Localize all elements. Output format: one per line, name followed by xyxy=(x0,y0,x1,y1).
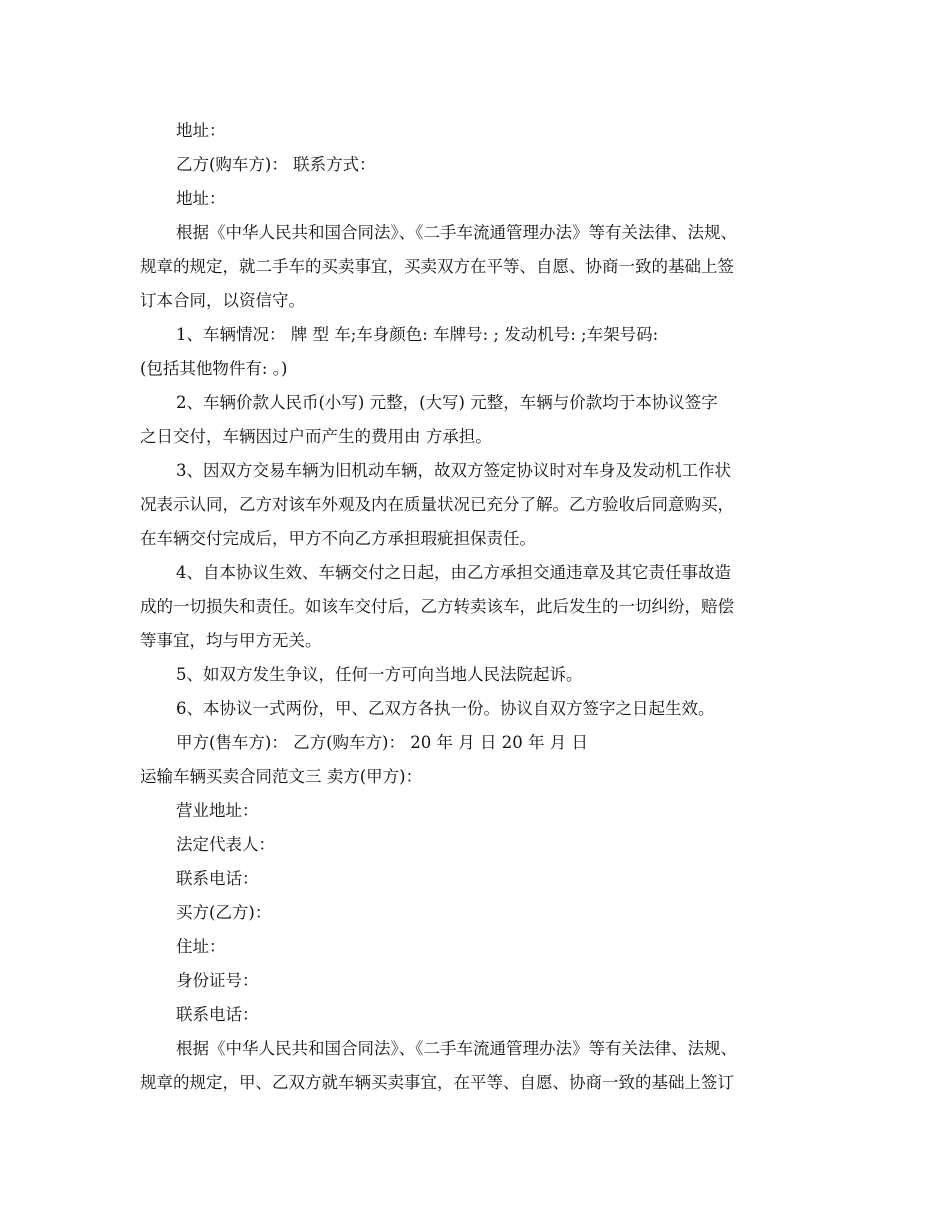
document-line: 地址： xyxy=(176,121,226,140)
document-line: 等事宜，均与甲方无关。 xyxy=(140,631,322,650)
document-line: 联系电话： xyxy=(176,1005,259,1024)
document-line: 况表示认同，乙方对该车外观及内在质量状况已充分了解。乙方验收后同意购买， xyxy=(140,495,734,514)
document-line: 1、车辆情况： 牌 型 车;车身颜色: 车牌号: ; 发动机号: ;车架号码: xyxy=(176,325,659,344)
document-line: 6、本协议一式两份，甲、乙双方各执一份。协议自双方签字之日起生效。 xyxy=(176,699,715,718)
document-line: 运输车辆买卖合同范文三 卖方(甲方)： xyxy=(140,767,423,786)
document-line: 甲方(售车方)： 乙方(购车方)： 20 年 月 日 20 年 月 日 xyxy=(176,733,588,752)
document-line: 在车辆交付完成后，甲方不向乙方承担瑕疵担保责任。 xyxy=(140,529,536,548)
document-line: (包括其他物件有: 。) xyxy=(140,359,288,378)
document-line: 营业地址： xyxy=(176,801,259,820)
document-line: 身份证号： xyxy=(176,971,259,990)
document-line: 3、因双方交易车辆为旧机动车辆，故双方签定协议时对车身及发动机工作状 xyxy=(176,461,731,480)
document-line: 规章的规定，就二手车的买卖事宜，买卖双方在平等、自愿、协商一致的基础上签 xyxy=(140,257,734,276)
document-line: 联系电话： xyxy=(176,869,259,888)
document-line: 之日交付，车辆因过户而产生的费用由 方承担。 xyxy=(140,427,492,446)
document-line: 地址： xyxy=(176,189,226,208)
document-line: 乙方(购车方)： 联系方式： xyxy=(176,155,376,174)
document-line: 法定代表人： xyxy=(176,835,275,854)
document-line: 根据《中华人民共和国合同法》、《二手车流通管理办法》等有关法律、法规、 xyxy=(176,223,737,242)
document-line: 5、如双方发生争议，任何一方可向当地人民法院起诉。 xyxy=(176,665,583,684)
document-line: 成的一切损失和责任。如该车交付后，乙方转卖该车，此后发生的一切纠纷，赔偿 xyxy=(140,597,734,616)
document-line: 2、车辆价款人民币(小写) 元整，(大写) 元整，车辆与价款均于本协议签字 xyxy=(176,393,718,412)
document-line: 4、自本协议生效、车辆交付之日起，由乙方承担交通违章及其它责任事故造 xyxy=(176,563,731,582)
document-line: 买方(乙方)： xyxy=(176,903,272,922)
document-line: 规章的规定，甲、乙双方就车辆买卖事宜，在平等、自愿、协商一致的基础上签订 xyxy=(140,1073,734,1092)
document-line: 订本合同，以资信守。 xyxy=(140,291,305,310)
document-line: 住址： xyxy=(176,937,226,956)
document-line: 根据《中华人民共和国合同法》、《二手车流通管理办法》等有关法律、法规、 xyxy=(176,1039,737,1058)
